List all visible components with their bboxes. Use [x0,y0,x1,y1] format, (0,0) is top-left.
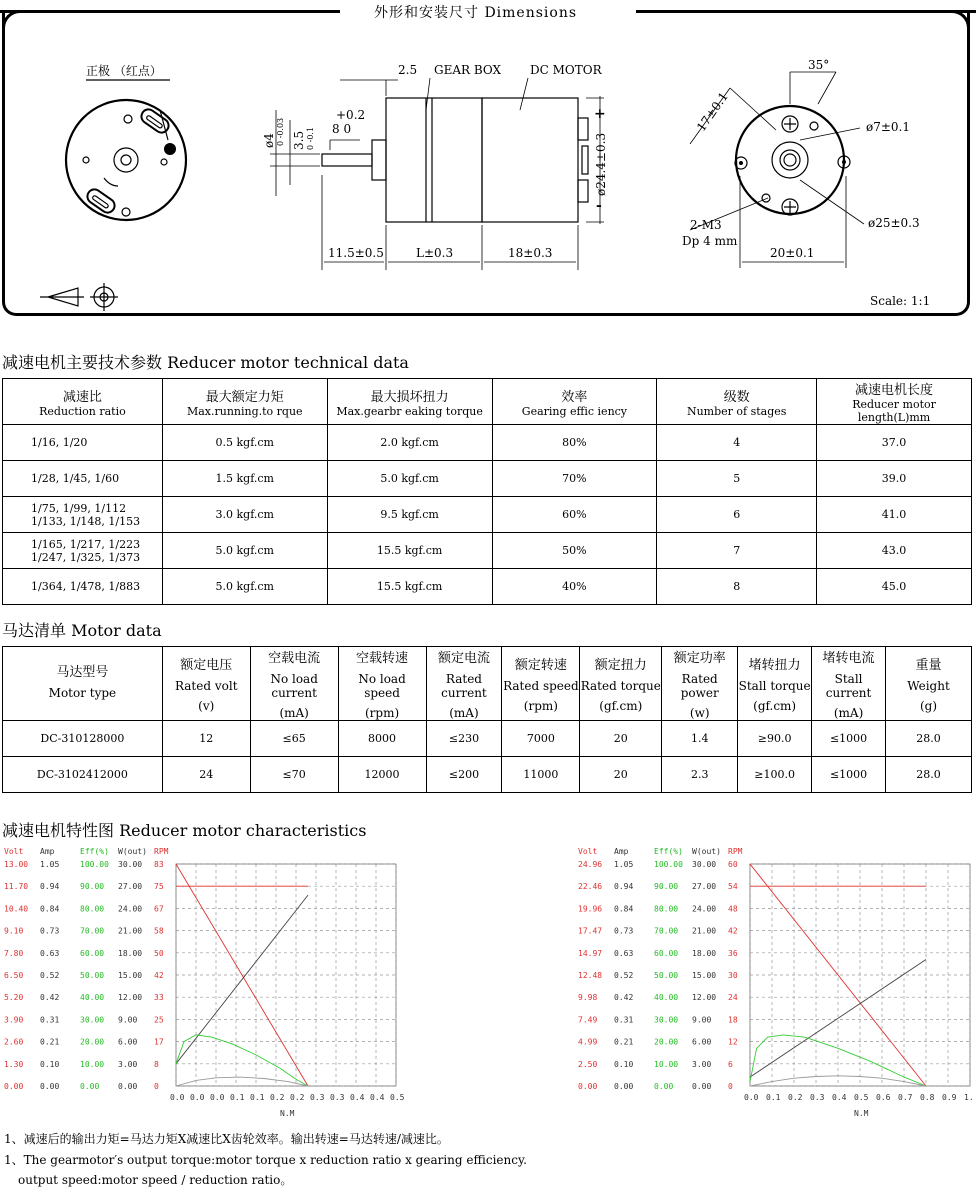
x-tick-label: 0.1 [250,1093,265,1102]
motor-cell: 12 [162,721,250,757]
y-tick-label: 1.05 [40,860,60,869]
x-tick-label: 0.0 [190,1093,205,1102]
positive-red-dot [164,143,176,155]
y-tick-label: 0.84 [40,904,60,914]
motor-cell: ≤200 [426,757,502,793]
y-tick-label: 21.00 [118,926,143,936]
series-eff-line [750,1035,926,1086]
y-tick-label: 6.50 [4,971,24,980]
y-tick-label: 7.49 [578,1015,598,1025]
tech-cell-length: 45.0 [817,569,972,605]
tech-cell-eff: 80% [492,425,657,461]
motor-cell: ≥100.0 [738,757,812,793]
y-tick-label: 27.00 [118,882,143,892]
rear-hole-bottom [122,208,130,216]
tech-header-cell: 减速比 Reduction ratio [3,379,163,425]
tech-header-cell: 效率 Gearing effic iency [492,379,657,425]
motor-body [482,98,578,222]
tech-cell-ratio: 1/165, 1/217, 1/223 1/247, 1/325, 1/373 [3,533,163,569]
tech-cell-eff: 50% [492,533,657,569]
x-tick-label: 0.2 [290,1093,305,1102]
motor-header-cell: 额定电压 Rated volt (v) [162,647,250,721]
tech-cell-torque: 0.5 kgf.cm [162,425,327,461]
motor-header-cell: 额定功率 Rated power (w) [662,647,738,721]
axis-header: RPM [728,847,743,856]
tech-cell-ratio: 1/364, 1/478, 1/883 [3,569,163,605]
y-tick-label: 18.00 [692,948,717,958]
x-tick-label: 1. [964,1093,974,1102]
motor-cell: ≤230 [426,721,502,757]
rear-hole-left [83,157,89,163]
y-tick-label: 20.00 [654,1037,679,1047]
tech-cell-stages: 4 [657,425,817,461]
x-tick-label: 0.3 [310,1093,325,1102]
x-axis-label: N.M [280,1109,295,1118]
series-eff-line [176,1035,308,1086]
tech-header-cell: 级数 Number of stages [657,379,817,425]
front-view-boss [772,142,808,178]
y-tick-label: 8 [154,1059,159,1069]
tech-cell-length: 37.0 [817,425,972,461]
y-tick-label: 60 [728,860,738,869]
y-tick-label: 0.10 [40,1059,60,1069]
axis-header: RPM [154,847,169,856]
y-tick-label: 0.10 [614,1059,634,1069]
dim-3-5-tol: 0 -0.1 [306,126,315,150]
y-tick-label: 83 [154,860,164,869]
axis-header: Volt [4,847,24,856]
tech-cell-stages: 5 [657,461,817,497]
dim-4-tol: 0 -0.03 [276,117,285,146]
axis-header: Amp [614,847,629,856]
tech-header-row [3,379,972,425]
y-tick-label: 0.00 [578,1082,598,1091]
motor-header-cell: 重量 Weight (g) [886,647,972,721]
tech-cell-ratio: 1/28, 1/45, 1/60 [3,461,163,497]
dim-depth: Dp 4 mm [682,234,738,248]
y-tick-label: 0.00 [654,1082,674,1091]
tech-cell-eff: 70% [492,461,657,497]
characteristic-chart-left [0,842,420,1120]
dim-L: L±0.3 [416,246,454,260]
tech-header-cell: 最大损坏扭力 Max.gearbr eaking torque [327,379,492,425]
motor-terminal-bottom [578,180,588,202]
dim-35-deg: 35° [808,58,830,72]
y-tick-label: 42 [154,971,164,980]
y-tick-label: 30.00 [692,860,717,869]
motor-cell: 28.0 [886,721,972,757]
tech-cell-eff: 40% [492,569,657,605]
motor-header-cell: 额定电流 Rated current (mA) [426,647,502,721]
axis-header: W(out) [118,847,147,856]
tech-data-title: 减速电机主要技术参数 Reducer motor technical data [2,353,409,372]
motor-row [3,757,972,793]
dim-2-m3: 2-M3 [690,218,722,232]
tech-cell-ratio: 1/75, 1/99, 1/112 1/133, 1/148, 1/153 [3,497,163,533]
y-tick-label: 19.96 [578,904,603,914]
x-tick-label: 0.2 [270,1093,285,1102]
motor-header-cell: 空载电流 No load current (mA) [250,647,338,721]
x-tick-label: 0.9 [942,1093,957,1102]
motor-cell: ≥90.0 [738,721,812,757]
tech-cell-torque: 3.0 kgf.cm [162,497,327,533]
note-english-2: output speed:motor speed / reduction ratio。 [18,1173,293,1187]
y-tick-label: 4.99 [578,1037,598,1047]
y-tick-label: 100.00 [654,860,683,869]
y-tick-label: 6 [728,1059,733,1069]
axis-header: Amp [40,847,55,856]
y-tick-label: 11.70 [4,882,29,892]
tech-cell-length: 39.0 [817,461,972,497]
rear-hole-right [161,159,167,165]
front-view-shaft [780,150,800,170]
y-tick-label: 14.97 [578,948,603,958]
y-tick-label: 0.84 [614,904,634,914]
y-tick-label: 24.00 [118,904,143,914]
y-tick-label: 2.50 [578,1059,598,1069]
y-tick-label: 58 [154,926,164,936]
motor-header-cell: 堵转电流 Stall current (mA) [812,647,886,721]
tech-cell-eff: 60% [492,497,657,533]
dim-3-5: 3.5 [292,130,306,150]
y-tick-label: 15.00 [692,971,717,980]
dc-motor-label: DC MOTOR [530,63,602,77]
y-tick-label: 0.42 [40,993,60,1003]
x-tick-label: 0.1 [766,1093,781,1102]
y-tick-label: 30.00 [118,860,143,869]
y-tick-label: 18 [728,1015,738,1025]
motor-header-cell: 额定扭力 Rated torque (gf.cm) [580,647,662,721]
y-tick-label: 40.00 [80,993,105,1003]
axis-header: W(out) [692,847,721,856]
positive-terminal-label: 正极 （红点） [86,64,162,78]
characteristic-chart-right [574,842,974,1120]
dim-20: 20±0.1 [770,246,815,260]
motor-header-cell: 马达型号 Motor type [3,647,163,721]
y-tick-label: 0.00 [40,1082,60,1091]
y-tick-label: 21.00 [692,926,717,936]
y-tick-label: 10.00 [80,1059,105,1069]
y-tick-label: 0.21 [40,1037,60,1047]
y-tick-label: 3.90 [4,1015,24,1025]
y-tick-label: 25 [154,1015,164,1025]
dim-7: ø7±0.1 [866,120,910,134]
y-tick-label: 33 [154,993,164,1003]
y-tick-label: 0 [728,1082,733,1091]
x-axis-label: N.M [854,1109,869,1118]
note-english-1: 1、The gearmotor′s output torque:motor torque x reduction ratio x gearing efficiency. [4,1153,527,1167]
motor-cell: DC-3102412000 [3,757,163,793]
x-tick-label: 0.5 [854,1093,869,1102]
x-tick-label: 0.8 [920,1093,935,1102]
y-tick-label: 6.00 [118,1037,138,1047]
x-tick-label: 0.2 [788,1093,803,1102]
technical-drawing [0,0,976,320]
motor-data-title: 马达清单 Motor data [2,621,162,640]
y-tick-label: 0.00 [80,1082,100,1091]
y-tick-label: 1.05 [614,860,634,869]
scale-label: Scale: 1:1 [870,294,931,308]
y-tick-label: 5.20 [4,993,24,1003]
motor-cell: ≤1000 [812,721,886,757]
tech-cell-length: 41.0 [817,497,972,533]
y-tick-label: 30.00 [654,1015,679,1025]
y-tick-label: 42 [728,926,738,936]
x-tick-label: 0.3 [810,1093,825,1102]
y-tick-label: 90.00 [654,882,679,892]
tech-cell-breaking: 2.0 kgf.cm [327,425,492,461]
y-tick-label: 0.42 [614,993,634,1003]
y-tick-label: 50.00 [80,971,105,980]
y-tick-label: 9.10 [4,926,24,936]
dim-8-0: 8 0 [332,122,352,136]
chart-grid [750,864,970,1086]
y-tick-label: 100.00 [80,860,109,869]
motor-cell: 1.4 [662,721,738,757]
y-tick-label: 9.00 [692,1015,712,1025]
y-tick-label: 50 [154,948,164,958]
x-tick-label: 0.5 [390,1093,405,1102]
y-tick-label: 10.00 [654,1059,679,1069]
gear-box-label: GEAR BOX [434,63,502,77]
motor-row [3,721,972,757]
y-tick-label: 22.46 [578,882,603,892]
dim-plus-0-2: +0.2 [336,108,366,122]
tech-row [3,569,972,605]
tech-row [3,533,972,569]
tech-data-table [2,378,972,605]
y-tick-label: 10.40 [4,904,29,914]
y-tick-label: 20.00 [80,1037,105,1047]
projection-cone-symbol [40,288,84,306]
y-tick-label: 0.00 [614,1082,634,1091]
tech-cell-stages: 7 [657,533,817,569]
x-tick-label: 0.4 [832,1093,847,1102]
rear-terminal-bottom [85,187,118,216]
y-tick-label: 60.00 [654,948,679,958]
tech-cell-breaking: 15.5 kgf.cm [327,533,492,569]
motor-cell: 11000 [502,757,580,793]
rear-view-outline [66,100,186,220]
motor-cell: 20 [580,721,662,757]
y-tick-label: 70.00 [654,926,679,936]
tech-header-cell: 最大额定力矩 Max.running.to rque [162,379,327,425]
y-tick-label: 0.63 [40,948,60,958]
axis-header: Eff(%) [654,847,683,856]
x-tick-label: 0.0 [170,1093,185,1102]
tech-cell-length: 43.0 [817,533,972,569]
y-tick-label: 1.30 [4,1059,24,1069]
y-tick-label: 12.48 [578,971,603,980]
tech-row [3,461,972,497]
axis-header: Volt [578,847,598,856]
tech-cell-breaking: 9.5 kgf.cm [327,497,492,533]
y-tick-label: 13.00 [4,860,29,869]
y-tick-label: 12.00 [118,993,143,1003]
motor-cell: DC-310128000 [3,721,163,757]
minus-sign: - [596,198,602,214]
rear-terminal-top [139,107,172,136]
motor-terminal-top [578,118,588,140]
motor-cell: 8000 [338,721,426,757]
note-chinese: 1、减速后的输出力矩=马达力矩X减速比X齿轮效率。输出转速=马达转速/减速比。 [4,1132,449,1146]
motor-cell: 7000 [502,721,580,757]
motor-cell: ≤70 [250,757,338,793]
shaft-collar [372,140,386,180]
dim-11-5: 11.5±0.5 [328,246,384,260]
y-tick-label: 7.80 [4,948,24,958]
tech-row [3,425,972,461]
y-tick-label: 9.00 [118,1015,138,1025]
y-tick-label: 0.73 [40,926,60,936]
y-tick-label: 75 [154,882,164,892]
y-tick-label: 80.00 [654,904,679,914]
tech-cell-breaking: 5.0 kgf.cm [327,461,492,497]
dim-18: 18±0.3 [508,246,553,260]
x-tick-label: 0.1 [230,1093,245,1102]
tech-cell-breaking: 15.5 kgf.cm [327,569,492,605]
tech-cell-torque: 5.0 kgf.cm [162,569,327,605]
x-tick-label: 0.4 [370,1093,385,1102]
rear-hole-top [124,115,132,123]
x-tick-label: 0.0 [210,1093,225,1102]
y-tick-label: 30.00 [80,1015,105,1025]
y-tick-label: 24 [728,993,738,1003]
tech-cell-torque: 1.5 kgf.cm [162,461,327,497]
motor-cell: 28.0 [886,757,972,793]
dim-4: ø4 [262,133,276,148]
x-tick-label: 0.4 [350,1093,365,1102]
y-tick-label: 30 [728,971,738,980]
y-tick-label: 50.00 [654,971,679,980]
y-tick-label: 17.47 [578,926,603,936]
y-tick-label: 0.00 [4,1082,24,1091]
y-tick-label: 0.63 [614,948,634,958]
y-tick-label: 0.94 [40,882,60,892]
y-tick-label: 60.00 [80,948,105,958]
y-tick-label: 90.00 [80,882,105,892]
y-tick-label: 40.00 [654,993,679,1003]
motor-header-cell: 堵转扭力 Stall torque (gf.cm) [738,647,812,721]
chart-grid [176,864,396,1086]
dimensions-title: 外形和安装尺寸 Dimensions [374,5,578,21]
y-tick-label: 70.00 [80,926,105,936]
tech-cell-ratio: 1/16, 1/20 [3,425,163,461]
motor-header-cell: 额定转速 Rated speed (rpm) [502,647,580,721]
x-tick-label: 0.3 [330,1093,345,1102]
series-amp-line [750,960,926,1078]
y-tick-label: 2.60 [4,1037,24,1047]
y-tick-label: 0.94 [614,882,634,892]
y-tick-label: 9.98 [578,993,598,1003]
dim-17: 17±0.1 [694,89,731,135]
y-tick-label: 0.52 [614,971,634,980]
dim-24-4: ø24.4±0.3 [594,132,608,196]
y-tick-label: 67 [154,904,164,914]
y-tick-label: 0 [154,1082,159,1091]
y-tick-label: 0.21 [614,1037,634,1047]
y-tick-label: 24.00 [692,904,717,914]
y-tick-label: 3.00 [692,1059,712,1069]
y-tick-label: 12 [728,1037,738,1047]
rear-arc [104,178,118,186]
x-tick-label: 0.0 [744,1093,759,1102]
y-tick-label: 6.00 [692,1037,712,1047]
y-tick-label: 0.00 [692,1082,712,1091]
output-shaft [322,154,372,166]
y-tick-label: 48 [728,904,738,914]
y-tick-label: 0.00 [118,1082,138,1091]
y-tick-label: 0.31 [614,1015,634,1025]
tech-cell-stages: 8 [657,569,817,605]
dim-25: ø25±0.3 [868,216,920,230]
dim-2-5: 2.5 [398,63,418,77]
y-tick-label: 24.96 [578,860,603,869]
y-tick-label: 80.00 [80,904,105,914]
rear-view-hub [114,148,138,172]
y-tick-label: 12.00 [692,993,717,1003]
y-tick-label: 17 [154,1037,164,1047]
motor-cell: 24 [162,757,250,793]
motor-cell: 20 [580,757,662,793]
y-tick-label: 54 [728,882,738,892]
y-tick-label: 3.00 [118,1059,138,1069]
y-tick-label: 0.52 [40,971,60,980]
y-tick-label: 15.00 [118,971,143,980]
motor-data-table [2,646,972,793]
characteristics-title: 减速电机特性图 Reducer motor characteristics [2,821,367,840]
y-tick-label: 0.31 [40,1015,60,1025]
y-tick-label: 0.73 [614,926,634,936]
motor-header-cell: 空载转速 No load speed (rpm) [338,647,426,721]
x-tick-label: 0.6 [876,1093,891,1102]
x-tick-label: 0.7 [898,1093,913,1102]
motor-header-row [3,647,972,721]
y-tick-label: 18.00 [118,948,143,958]
rear-view-shaft [121,155,131,165]
plus-sign: + [594,106,606,122]
motor-cell: 12000 [338,757,426,793]
motor-cell: ≤65 [250,721,338,757]
tech-header-cell: 减速电机长度 Reducer motor length(L)mm [817,379,972,425]
y-tick-label: 36 [728,948,738,958]
axis-header: Eff(%) [80,847,109,856]
motor-cell: ≤1000 [812,757,886,793]
motor-cell: 2.3 [662,757,738,793]
tech-cell-torque: 5.0 kgf.cm [162,533,327,569]
gearbox-body [386,98,482,222]
tech-cell-stages: 6 [657,497,817,533]
y-tick-label: 27.00 [692,882,717,892]
tech-row [3,497,972,533]
